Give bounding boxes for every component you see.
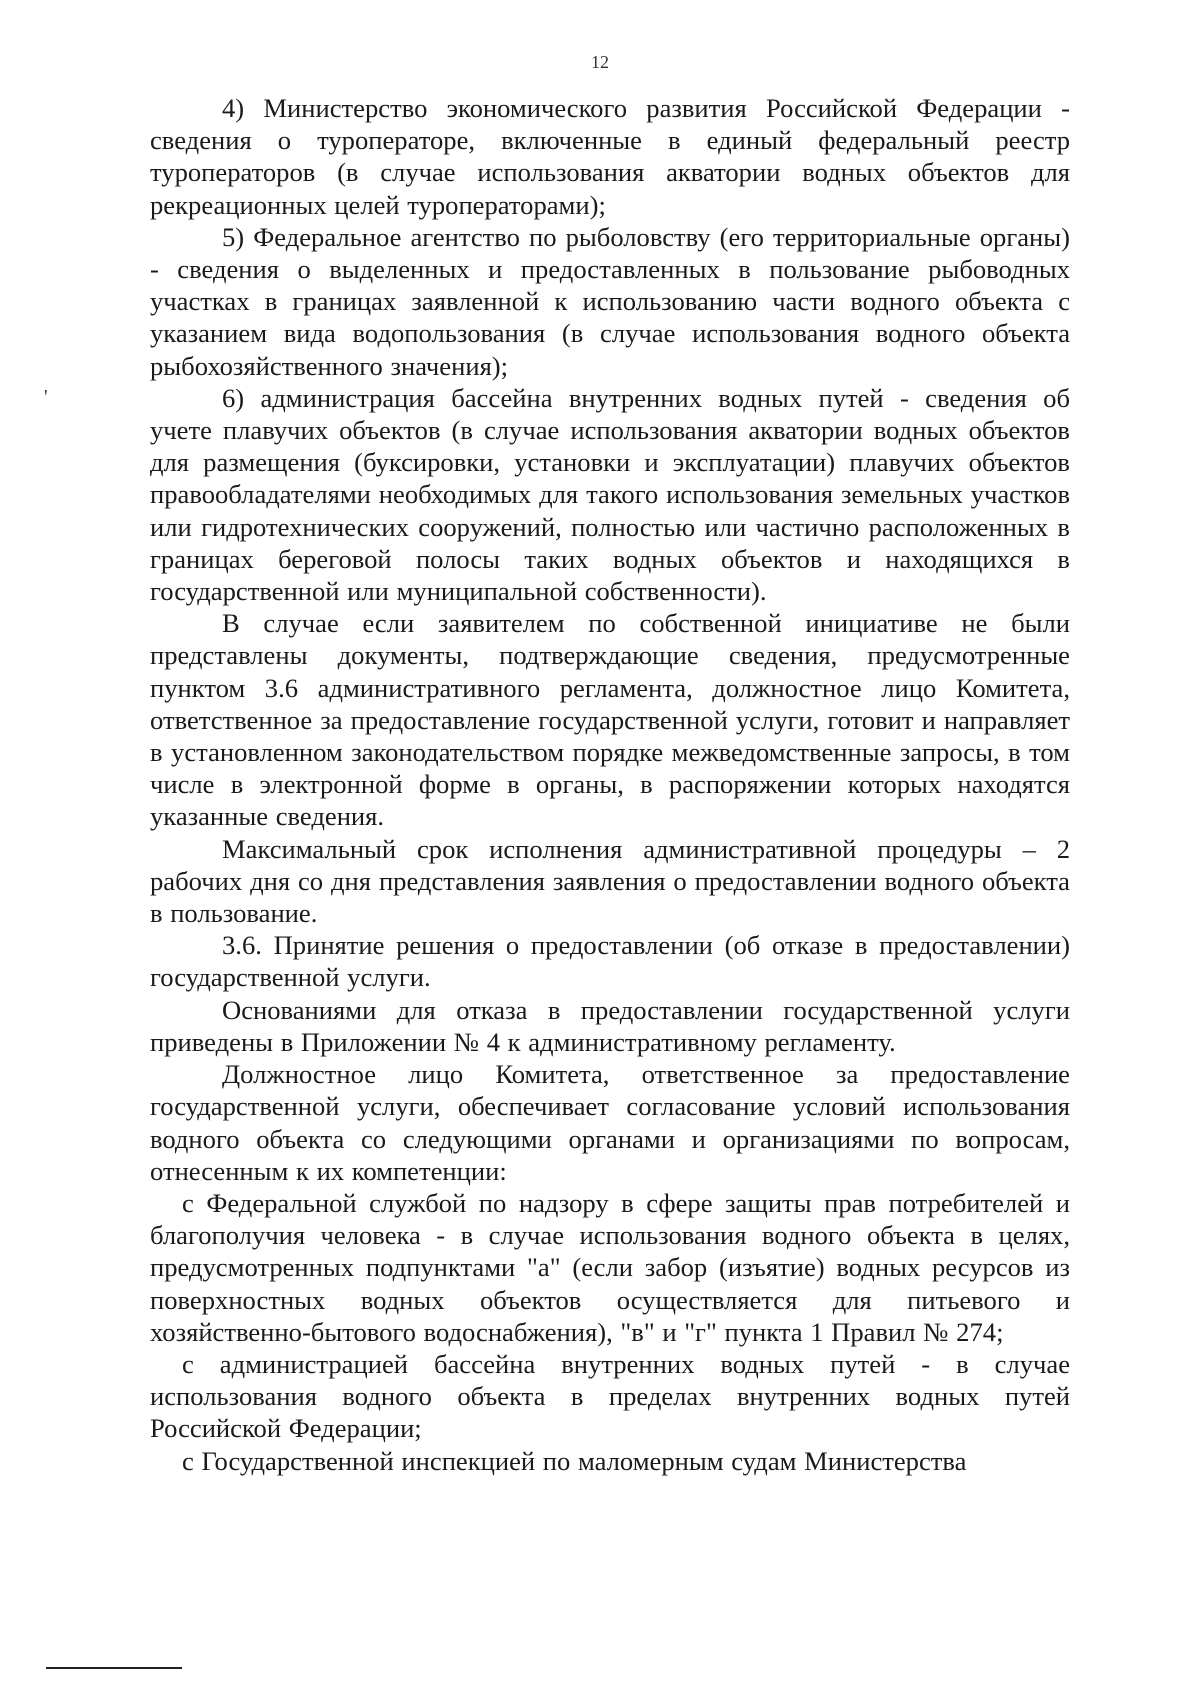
paragraph-consumer-rights-service: с Федеральной службой по надзору в сфере защиты прав потребителей и благополучия человека - в случае использования водного объекта в целях, предусмотренных подпунктами "а" (если забор (изъятие) водных ресурсов из поверхностных водных объектов осуществляется для питьевого и хозяйственно-бытового водоснабжения), "в" и "г" пункта 1 Правил № 274;: [150, 1187, 1070, 1347]
paragraph-interagency-requests: В случае если заявителем по собственной инициативе не были представлены документы, подтверждающие сведения, предусмотренные пунктом 3.6 административного регламента, должностное лицо Комитета, ответственное за предоставление государственной услуги, готовит и направляет в установленном законодательством порядке межведомственные запросы, в том числе в электронной форме в органы, в распоряжении которых находятся указанные сведения.: [150, 608, 1070, 832]
footer-rule: [46, 1667, 182, 1669]
paragraph-coordination: Должностное лицо Комитета, ответственное за предоставление государственной услуги, обеспечивает согласование условий использования водного объекта со следующими органами и организациями по вопросам, отнесенным к их компетенции:: [150, 1059, 1070, 1186]
paragraph-ministry-economy: 4) Министерство экономического развития Российской Федерации - сведения о туроператоре, включенные в единый федеральный реестр туроператоров (в случае использования акватории водных объектов для рекреационных целей туроператорами);: [150, 93, 1070, 220]
document-body: [150, 92, 1070, 1477]
paragraph-section-3-6: 3.6. Принятие решения о предоставлении (об отказе в предоставлении) государственной услуги.: [150, 930, 1070, 993]
stray-mark: ': [44, 386, 48, 408]
paragraph-fishery-agency: 5) Федеральное агентство по рыболовству (его территориальные органы) - сведения о выделенных и предоставленных в пользование рыбоводных участках в границах заявленной к использованию части водного объекта с указанием вида водопользования (в случае использования водного объекта рыбохозяйственного значения);: [150, 221, 1070, 381]
paragraph-waterways-basin-admin: с администрацией бассейна внутренних водных путей - в случае использования водного объекта в пределах внутренних водных путей Российской Федерации;: [150, 1348, 1070, 1444]
page-number: 12: [591, 52, 609, 72]
paragraph-waterways-admin: 6) администрация бассейна внутренних водных путей - сведения об учете плавучих объектов (в случае использования акватории водных объектов для размещения (буксировки, установки и эксплуатации) плавучих объектов правообладателями необходимых для такого использования земельных участков или гидротехнических сооружений, полностью или частично расположенных в границах береговой полосы таких водных объектов и находящихся в государственной или муниципальной собственности).: [150, 382, 1070, 607]
paragraph-refusal-grounds: Основаниями для отказа в предоставлении государственной услуги приведены в Приложении № 4 к административному регламенту.: [150, 994, 1070, 1057]
paragraph-small-vessels-inspection: с Государственной инспекцией по маломерным судам Министерства: [182, 1445, 967, 1476]
paragraph-max-term: Максимальный срок исполнения административной процедуры – 2 рабочих дня со дня представления заявления о предоставлении водного объекта в пользование.: [150, 833, 1070, 929]
